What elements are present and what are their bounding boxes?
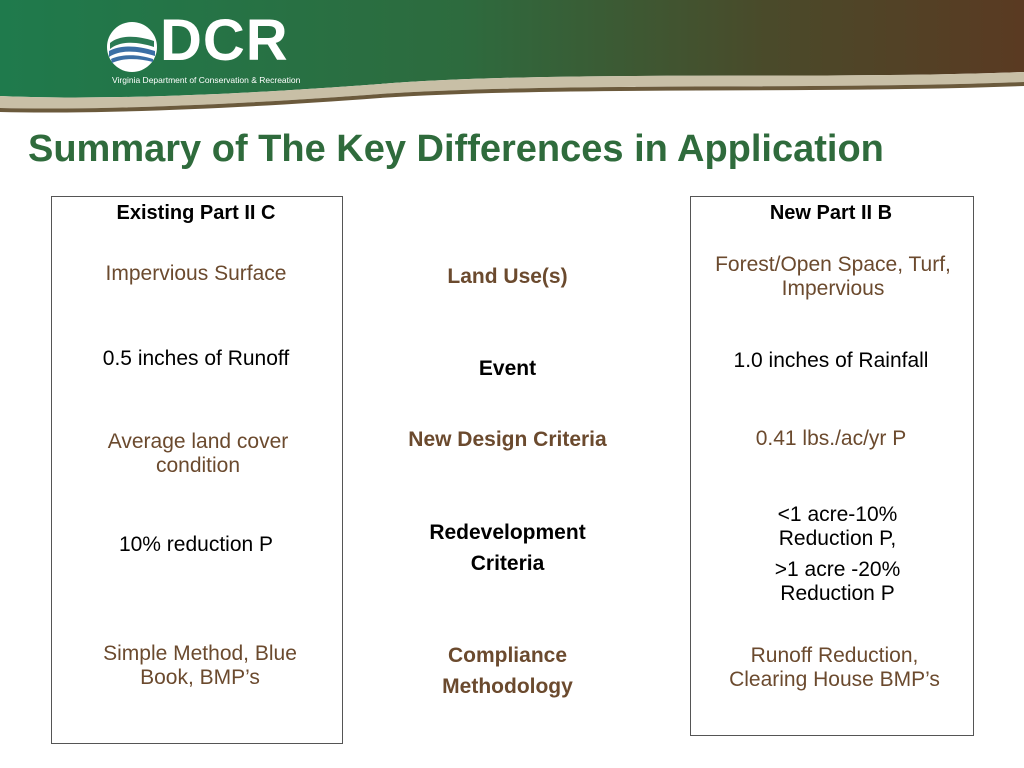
slide-title: Summary of The Key Differences in Application [28,128,884,170]
left-item-redevelopment: 10% reduction P [118,533,274,556]
criteria-compliance: Compliance Methodology [442,644,573,698]
left-item-event: 0.5 inches of Runoff [102,347,290,370]
existing-part-header: Existing Part II C [116,202,276,224]
criteria-new-design: New Design Criteria [408,428,607,451]
left-item-design-criteria: Average land cover condition [107,430,289,477]
logo-wordmark: DCR [160,8,289,73]
right-item-design-criteria: 0.41 lbs./ac/yr P [755,427,907,450]
right-item-redevelopment-small: <1 acre-10% Reduction P, [777,503,898,550]
right-item-compliance: Runoff Reduction, Clearing House BMP’s [729,644,940,691]
left-item-compliance: Simple Method, Blue Book, BMP’s [103,642,297,689]
new-part-header: New Part II B [769,202,893,224]
criteria-event: Event [478,357,537,380]
right-item-redevelopment-large: >1 acre -20% Reduction P [774,558,901,605]
logo-subtitle: Virginia Department of Conservation & Recreation [112,75,301,85]
left-item-land-use: Impervious Surface [105,262,287,285]
right-item-event: 1.0 inches of Rainfall [733,349,929,372]
criteria-land-use: Land Use(s) [447,265,568,288]
dcr-logo-emblem-icon [106,21,158,73]
right-item-land-use: Forest/Open Space, Turf, Impervious [715,253,951,300]
dcr-logo[interactable] [106,8,306,87]
criteria-redevelopment: Redevelopment Criteria [429,521,586,575]
